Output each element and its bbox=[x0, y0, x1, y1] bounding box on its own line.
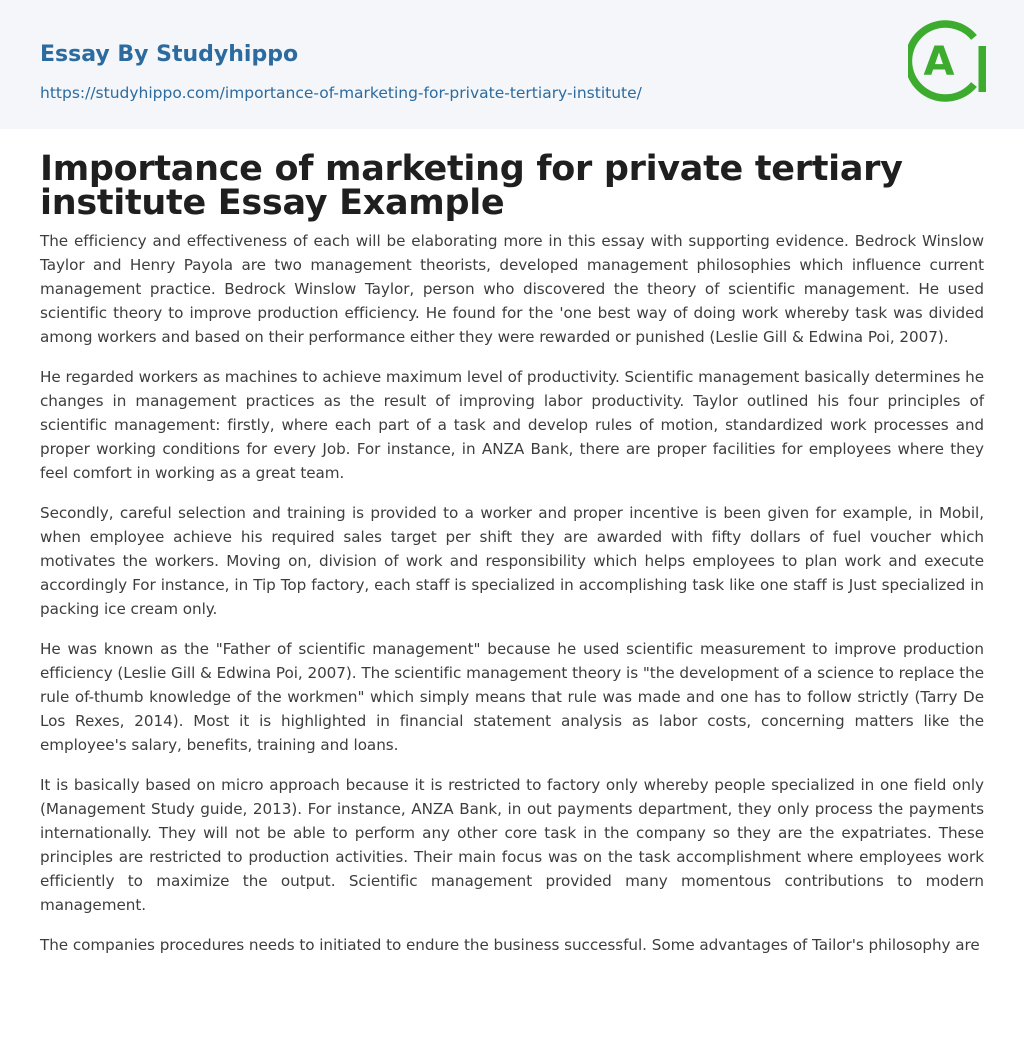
logo-letter: A bbox=[923, 39, 955, 85]
page-title: Importance of marketing for private tertiary institute Essay Example bbox=[40, 149, 903, 223]
paragraph-3: Secondly, careful selection and training is provided to a worker and proper incentive is been given for example, in Mobil, when employee achieve his required sales target per shift they are awarded with fifty dollars of fuel voucher which motivates the workers. Moving on, division of work and responsibility which helps employees to plan work and execute accordingly For instance, in Tip Top factory, each staff is specialized in accomplishing task like one staff is Just specialized in packing ice cream only. bbox=[40, 504, 984, 618]
studyhippo-logo-icon[interactable] bbox=[908, 16, 988, 106]
paragraph-4: He was known as the "Father of scientific management" because he used scientific measurement to improve production efficiency (Leslie Gill & Edwina Poi, 2007). The scientific management theory is "the development of a science to replace the rule of-thumb knowledge of the workmen" which simply means that rule was made and one has to follow strictly (Tarry De Los Rexes, 2014). Most it is highlighted in financial statement analysis as labor costs, concerning matters like the employee's salary, benefits, training and loans. bbox=[40, 640, 984, 754]
paragraph-5: It is basically based on micro approach because it is restricted to factory only whereby people specialized in one field only (Management Study guide, 2013). For instance, ANZA Bank, in out payments department, they only process the payments internationally. They will not be able to perform any other core task in the company so they are the expatriates. These principles are restricted to production activities. Their main focus was on the task accomplishment where employees work efficiently to maximize the output. Scientific management provided many momentous contributions to modern management. bbox=[40, 776, 984, 914]
paragraph-1: The efficiency and effectiveness of each will be elaborating more in this essay with supporting evidence. Bedrock Winslow Taylor and Henry Payola are two management theorists, developed management philosophies which influence current management practice. Bedrock Winslow Taylor, person who discovered the theory of scientific management. He used scientific theory to improve production efficiency. He found for the 'one best way of doing work whereby task was divided among workers and based on their performance either they were rewarded or punished (Leslie Gill & Edwina Poi, 2007). bbox=[40, 232, 984, 346]
source-url-link[interactable]: https://studyhippo.com/importance-of-marketing-for-private-tertiary-institute/ bbox=[40, 84, 642, 102]
paragraph-2: He regarded workers as machines to achieve maximum level of productivity. Scientific management basically determines he changes in management practices as the result of improving labor productivity. Taylor outlined his four principles of scientific management: firstly, where each part of a task and develop rules of motion, standardized work processes and proper working conditions for every Job. For instance, in ANZA Bank, there are proper facilities for employees where they feel comfort in working as a great team. bbox=[40, 368, 984, 482]
brand-title[interactable]: Essay By Studyhippo bbox=[40, 42, 299, 67]
site-header bbox=[0, 0, 1024, 129]
article bbox=[0, 149, 1024, 957]
logo-ring-bar bbox=[979, 46, 987, 92]
paragraph-6: The companies procedures needs to initiated to endure the business successful. Some advantages of Tailor's philosophy are bbox=[40, 936, 980, 954]
